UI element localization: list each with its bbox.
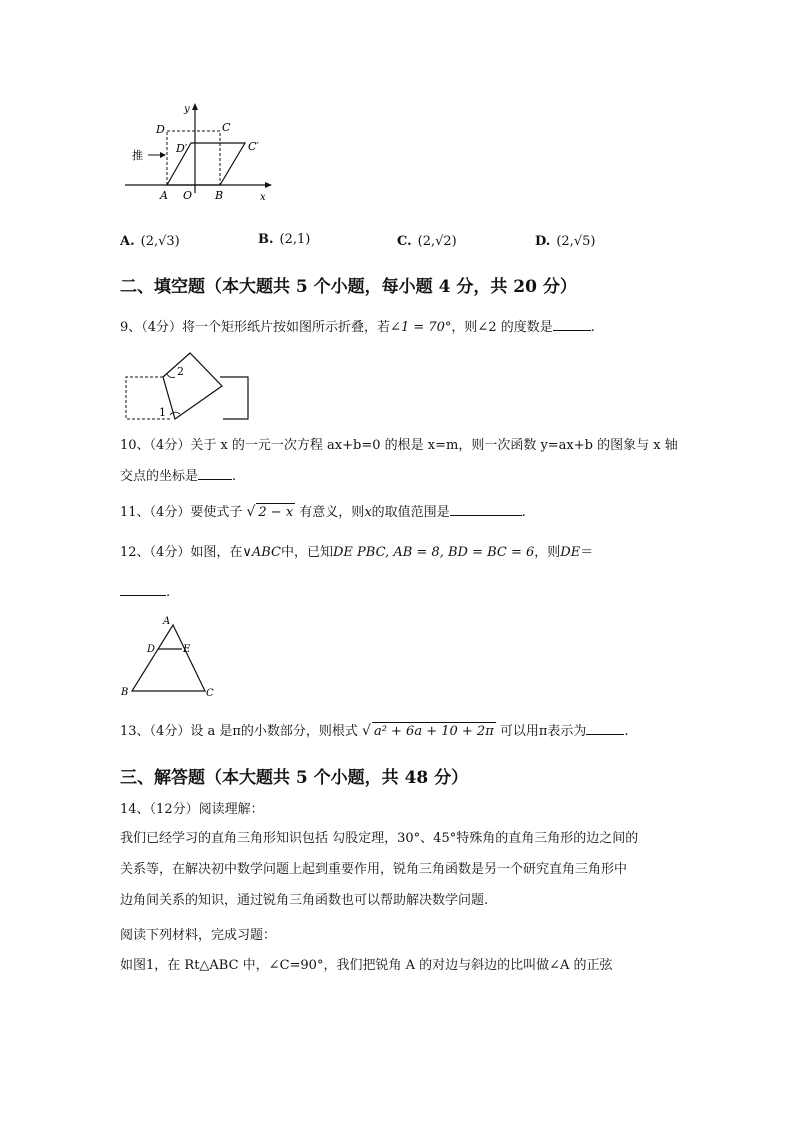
label-c: C	[206, 688, 214, 699]
label-push: 推	[132, 149, 143, 162]
label-c: C	[222, 121, 231, 134]
label-a: A	[163, 616, 171, 627]
section-3-title: 三、解答题（本大题共 5 个小题，共 48 分）	[120, 768, 469, 788]
q14-definition: 如图1，在 Rt△ABC 中，∠C=90°，我们把锐角 A 的对边与斜边的比叫做∠A 的正弦	[120, 958, 613, 973]
rectangle-remaining	[220, 377, 248, 419]
push-arrowhead	[160, 152, 166, 158]
label-e: E	[183, 644, 191, 655]
label-b: B	[215, 189, 224, 202]
question-11: 11、（4分）要使式子 √ 2 − x 有意义，则x的取值范围是 .	[120, 504, 526, 520]
angle-1-arc	[170, 412, 180, 415]
q8-option-c: C. (2,√2)	[397, 234, 457, 249]
label-d-prime: D′	[176, 142, 188, 155]
rectangle-abcd	[167, 131, 220, 185]
label-y: y	[184, 104, 190, 115]
label-c-prime: C′	[248, 140, 259, 153]
label-a: A	[160, 189, 168, 202]
q8-option-d: D. (2,√5)	[535, 234, 596, 249]
x-axis-arrow	[265, 182, 272, 188]
question-12-answer-line: .	[120, 583, 170, 602]
q12-figure	[118, 614, 218, 700]
question-10-line-2: 交点的坐标是 .	[120, 469, 237, 484]
triangle-abc	[132, 625, 205, 691]
question-12: 12、（4分）如图，在∨ABC中，已知DE PBC, AB = 8, BD = BC = 6，则DE＝	[120, 545, 594, 560]
question-9: 9、（4分）将一个矩形纸片按如图所示折叠，若∠1 = 70°，则∠2 的度数是 .	[120, 320, 595, 335]
q14-instruction: 阅读下列材料，完成习题：	[120, 928, 277, 943]
label-2: 2	[177, 365, 184, 378]
q8-figure	[120, 98, 280, 210]
label-b: B	[121, 687, 129, 698]
y-axis-arrow	[192, 103, 198, 110]
q14-paragraph-line-3: 边角间关系的知识，通过锐角三角函数也可以帮助解决数学问题.	[120, 893, 489, 908]
question-10-line-1: 10、（4分）关于 x 的一元一次方程 ax+b=0 的根是 x=m，则一次函数 y=ax+b 的图象与 x 轴	[120, 438, 678, 453]
question-13: 13、（4分）设 a 是π的小数部分，则根式 √ a² + 6a + 10 + 2π 可以用π表示为 .	[120, 723, 629, 739]
q8-option-a: A. (2,√3)	[120, 234, 180, 249]
q9-figure	[120, 348, 260, 423]
folded-flap	[163, 353, 222, 419]
label-d: D	[156, 123, 165, 136]
label-o: O	[183, 189, 193, 202]
q14-paragraph-line-1: 我们已经学习的直角三角形知识包括 勾股定理，30°、45°特殊角的直角三角形的边之间的	[120, 831, 639, 846]
label-d: D	[147, 644, 156, 655]
angle-2-arc	[167, 374, 175, 378]
q8-option-b: B. (2,1)	[258, 232, 311, 247]
q14-paragraph-line-2: 关系等，在解决初中数学问题上起到重要作用，锐角三角函数是另一个研究直角三角形中	[120, 862, 628, 877]
label-1: 1	[159, 406, 166, 419]
label-x: x	[260, 192, 266, 203]
question-14-heading: 14、（12分）阅读理解：	[120, 802, 264, 817]
section-2-title: 二、填空题（本大题共 5 个小题，每小题 4 分，共 20 分）	[120, 277, 577, 297]
